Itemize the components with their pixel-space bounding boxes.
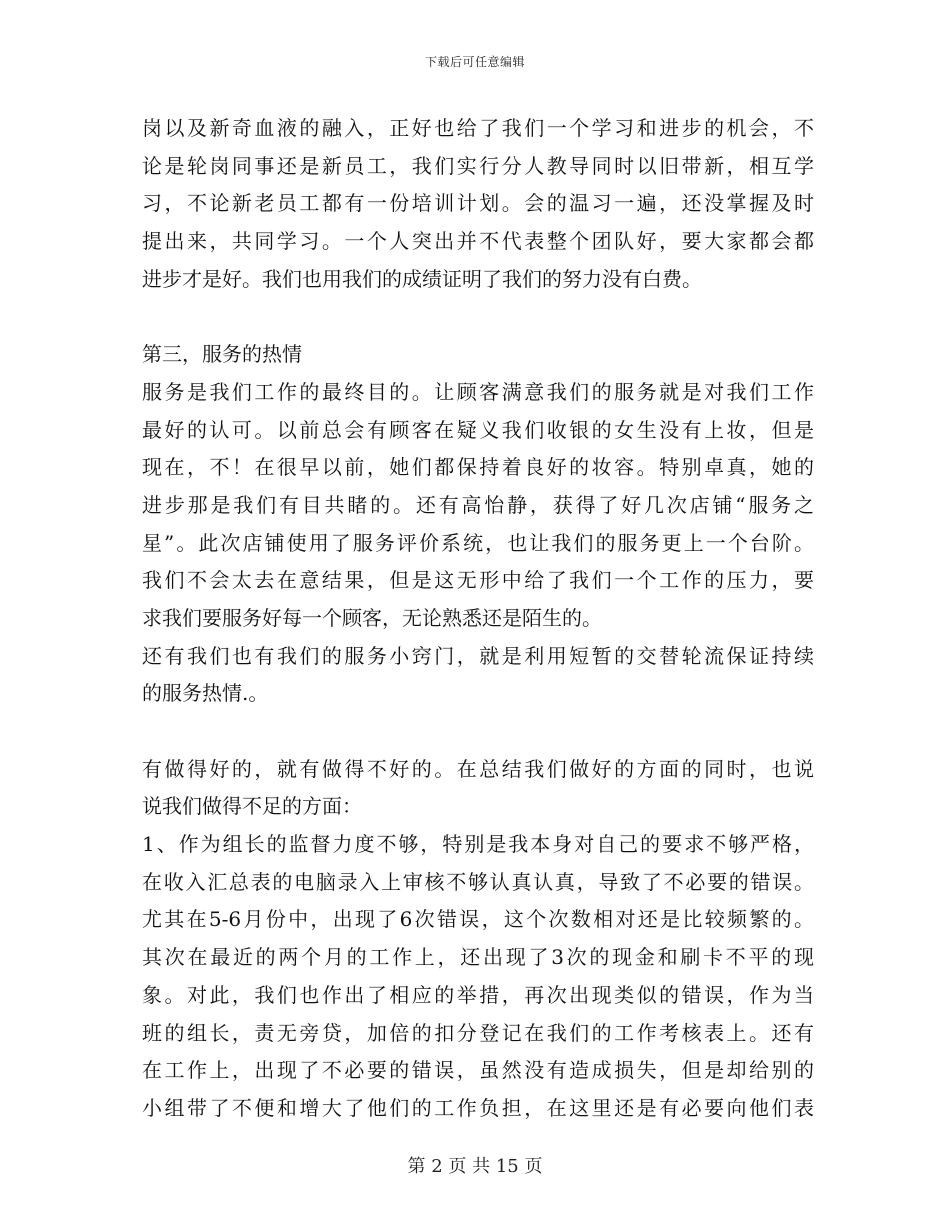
paragraph-line: 小组带了不便和增大了他们的工作负担，在这里还是有必要向他们表 xyxy=(142,1095,814,1120)
paragraph-line: 象。对此，我们也作出了相应的举措，再次出现类似的错误，作为当 xyxy=(142,982,814,1007)
paragraph-line: 其次在最近的两个月的工作上，还出现了3次的现金和刷卡不平的现 xyxy=(142,945,814,970)
paragraph-line: 班的组长，责无旁贷，加倍的扣分登记在我们的工作考核表上。还有 xyxy=(142,1020,814,1045)
paragraph-line: 第三，服务的热情 xyxy=(142,342,302,367)
paragraph-line: 星”。此次店铺使用了服务评价系统，也让我们的服务更上一个台阶。 xyxy=(142,530,814,555)
paragraph-line: 进步那是我们有目共睹的。还有高怡静，获得了好几次店铺“服务之 xyxy=(142,492,814,517)
paragraph-line: 岗以及新奇血液的融入，正好也给了我们一个学习和进步的机会，不 xyxy=(142,116,814,140)
paragraph-line: 论是轮岗同事还是新员工，我们实行分人教导同时以旧带新，相互学 xyxy=(142,153,814,178)
paragraph-line: 服务是我们工作的最终目的。让顾客满意我们的服务就是对我们工作 xyxy=(142,379,814,404)
blank-line xyxy=(142,298,814,336)
paragraph-line: 进步才是好。我们也用我们的成绩证明了我们的努力没有白费。 xyxy=(142,266,702,291)
paragraph-line: 习，不论新老员工都有一份培训计划。会的温习一遍，还没掌握及时 xyxy=(142,191,814,216)
paragraph-line: 求我们要服务好每一个顾客，无论熟悉还是陌生的。 xyxy=(142,605,602,630)
paragraph-line: 1、作为组长的监督力度不够，特别是我本身对自己的要求不够严格， xyxy=(142,832,814,857)
paragraph-line: 说我们做得不足的方面： xyxy=(142,794,362,819)
blank-line xyxy=(142,713,814,751)
paragraph-line: 现在，不！在很早以前，她们都保持着良好的妆容。特别卓真，她的 xyxy=(142,455,814,480)
page-number-footer: 第 2 页 共 15 页 xyxy=(407,1156,543,1177)
paragraph-line: 有做得好的，就有做得不好的。在总结我们做好的方面的同时，也说 xyxy=(142,756,814,781)
document-body xyxy=(142,110,814,1128)
paragraph-line: 的服务热情.。 xyxy=(142,681,269,706)
paragraph-line: 还有我们也有我们的服务小窍门，就是利用短暂的交替轮流保证持续 xyxy=(142,643,814,668)
paragraph-line: 提出来，共同学习。一个人突出并不代表整个团队好，要大家都会都 xyxy=(142,229,814,254)
paragraph-line: 在收入汇总表的电脑录入上审核不够认真认真，导致了不必要的错误。 xyxy=(142,869,814,894)
header-note: 下载后可任意编辑 xyxy=(424,55,525,69)
paragraph-line: 最好的认可。以前总会有顾客在疑义我们收银的女生没有上妆，但是 xyxy=(142,417,814,442)
paragraph-line: 我们不会太去在意结果，但是这无形中给了我们一个工作的压力，要 xyxy=(142,568,814,593)
paragraph-line: 在工作上，出现了不必要的错误，虽然没有造成损失，但是却给别的 xyxy=(142,1058,814,1083)
paragraph-line: 尤其在5-6月份中，出现了6次错误，这个次数相对还是比较频繁的。 xyxy=(142,907,814,932)
